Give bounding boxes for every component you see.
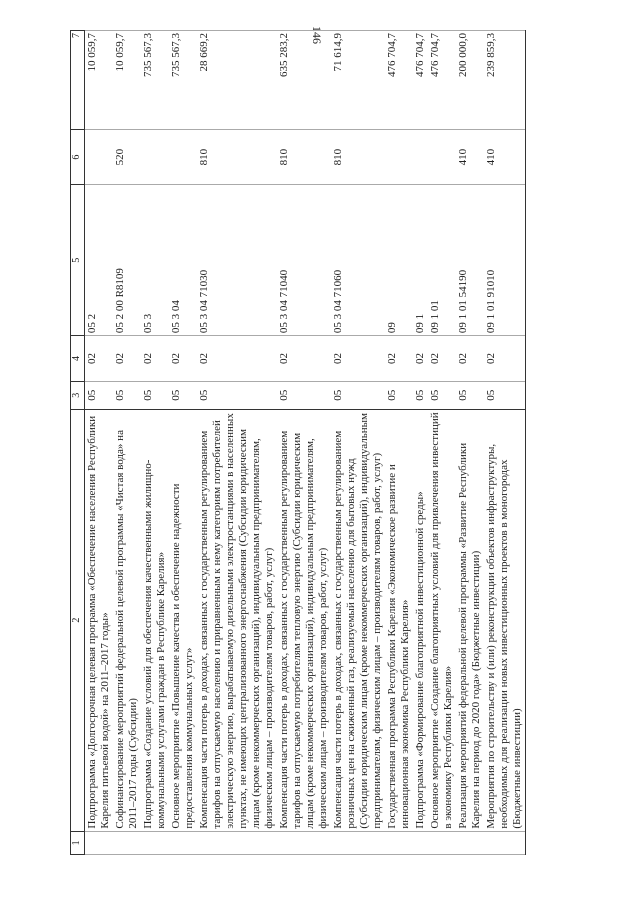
cell-c2: Компенсация части потерь в доходах, связанных с государственным регулированием тарифов на отпускаемую потребителям тепловую энергию (Субсидии юридическим лицам (кроме некоммерческих организаций), индивидуальным предпринимателям, физическим лицам – производителям товаров, работ, услуг) [277, 409, 331, 831]
header-col-6: 6 [71, 129, 85, 184]
cell-c3: 05 [484, 381, 526, 409]
cell-c4: 02 [277, 336, 331, 382]
cell-c5: 05 2 [85, 185, 114, 336]
cell-c4: 02 [456, 336, 484, 382]
table-row [197, 31, 277, 855]
header-col-5: 5 [71, 185, 85, 336]
cell-c5: 05 2 00 R8109 [113, 185, 141, 336]
cell-c7: 476 704,7 [413, 31, 428, 130]
table-row [277, 31, 331, 855]
header-col-2: 2 [71, 409, 85, 831]
cell-c2: Мероприятия по строительству и (или) реконструкции объектов инфраструктуры, необходимых для реализации новых инвестиционных проектов в моногородах (Бюджетные инвестиции) [484, 409, 526, 831]
cell-c6 [169, 129, 197, 184]
header-col-3: 3 [71, 381, 85, 409]
cell-c4: 02 [85, 336, 114, 382]
cell-c2: Софинансирование мероприятий федеральной целевой программы «Чистая вода» на 2011–2017 годы (Субсидии) [113, 409, 141, 831]
cell-c3: 05 [113, 381, 141, 409]
cell-c1 [413, 831, 428, 854]
cell-c7: 239 859,3 [484, 31, 526, 130]
cell-c5: 05 3 04 71040 [277, 185, 331, 336]
cell-c6 [385, 129, 413, 184]
budget-table [70, 30, 526, 855]
cell-c7: 635 283,2 [277, 31, 331, 130]
cell-c7: 71 614,9 [331, 31, 385, 130]
table-row [428, 31, 456, 855]
cell-c5: 09 1 01 [428, 185, 456, 336]
table-row [169, 31, 197, 855]
cell-c6 [428, 129, 456, 184]
cell-c4: 02 [197, 336, 277, 382]
cell-c4: 02 [413, 336, 428, 382]
cell-c6: 810 [331, 129, 385, 184]
cell-c7: 200 000,0 [456, 31, 484, 130]
cell-c3: 05 [197, 381, 277, 409]
cell-c7: 28 669,2 [197, 31, 277, 130]
cell-c4: 02 [331, 336, 385, 382]
cell-c6: 520 [113, 129, 141, 184]
cell-c6 [413, 129, 428, 184]
header-col-7: 7 [71, 31, 85, 130]
cell-c6: 410 [484, 129, 526, 184]
cell-c1 [141, 831, 169, 854]
cell-c3: 05 [141, 381, 169, 409]
table-row [413, 31, 428, 855]
cell-c2: Подпрограмма «Создание условий для обеспечения качественными жилищно-коммунальными услугами граждан в Республике Карелия» [141, 409, 169, 831]
cell-c4: 02 [428, 336, 456, 382]
cell-c1 [484, 831, 526, 854]
table-row [85, 31, 114, 855]
cell-c6: 810 [197, 129, 277, 184]
header-col-1: 1 [71, 831, 85, 854]
cell-c3: 05 [169, 381, 197, 409]
cell-c1 [169, 831, 197, 854]
cell-c5: 05 3 04 71060 [331, 185, 385, 336]
budget-table-container [70, 30, 585, 855]
cell-c3: 05 [85, 381, 114, 409]
cell-c7: 10 059,7 [113, 31, 141, 130]
cell-c5: 05 3 04 71030 [197, 185, 277, 336]
cell-c1 [456, 831, 484, 854]
cell-c5: 09 1 [413, 185, 428, 336]
cell-c2: Подпрограмма «Формирование благоприятной инвестиционной среды» [413, 409, 428, 831]
cell-c6: 810 [277, 129, 331, 184]
table-body [85, 31, 526, 855]
cell-c1 [113, 831, 141, 854]
table-header-row [71, 31, 85, 855]
table-row [456, 31, 484, 855]
cell-c1 [85, 831, 114, 854]
cell-c2: Основное мероприятие «Повышение качества и обеспечение надежности предоставления коммунальных услуг» [169, 409, 197, 831]
cell-c5: 09 [385, 185, 413, 336]
cell-c5: 05 3 04 [169, 185, 197, 336]
cell-c4: 02 [385, 336, 413, 382]
table-row [385, 31, 413, 855]
table-row [141, 31, 169, 855]
cell-c3: 05 [413, 381, 428, 409]
cell-c2: Основное мероприятие «Создание благоприятных условий для привлечения инвестиций в экономику Республики Карелия» [428, 409, 456, 831]
table-row [484, 31, 526, 855]
cell-c7: 476 704,7 [385, 31, 413, 130]
cell-c7: 735 567,3 [141, 31, 169, 130]
cell-c1 [277, 831, 331, 854]
cell-c4: 02 [169, 336, 197, 382]
cell-c2: Реализация мероприятий федеральной целевой программы «Развитие Республики Карелия на период до 2020 года» (Бюджетные инвестиции) [456, 409, 484, 831]
table-row [331, 31, 385, 855]
cell-c5: 05 3 [141, 185, 169, 336]
header-col-4: 4 [71, 336, 85, 382]
cell-c7: 476 704,7 [428, 31, 456, 130]
cell-c3: 05 [385, 381, 413, 409]
cell-c6 [141, 129, 169, 184]
cell-c1 [197, 831, 277, 854]
cell-c4: 02 [113, 336, 141, 382]
cell-c1 [428, 831, 456, 854]
cell-c5: 09 1 01 91010 [484, 185, 526, 336]
page-number: 146 [310, 26, 325, 44]
cell-c3: 05 [331, 381, 385, 409]
cell-c4: 02 [141, 336, 169, 382]
table-row [113, 31, 141, 855]
cell-c2: Подпрограмма «Долгосрочная целевая программа «Обеспечение населения Республики Карелия питьевой водой» на 2011–2017 годы» [85, 409, 114, 831]
cell-c2: Государственная программа Республики Карелия «Экономическое развитие и инновационная экономика Республики Карелия» [385, 409, 413, 831]
cell-c6 [85, 129, 114, 184]
cell-c2: Компенсация части потерь в доходах, связанных с государственным регулированием тарифов на отпускаемую населению и приравненным к нему категориям потребителей электрическую энергию, вырабатываемую дизельными электростанциями в населенных пунктах, не имеющих централизованного энергоснабжения (Субсидии юридическим лицам (кроме некоммерческих организаций), индивидуальным предпринимателям, физическим лицам – производителям товаров, работ, услуг) [197, 409, 277, 831]
cell-c1 [331, 831, 385, 854]
cell-c1 [385, 831, 413, 854]
cell-c3: 05 [456, 381, 484, 409]
cell-c6: 410 [456, 129, 484, 184]
cell-c7: 10 059,7 [85, 31, 114, 130]
cell-c3: 05 [277, 381, 331, 409]
cell-c2: Компенсация части потерь в доходах, связанных с государственным регулированием розничных цен на сжиженный газ, реализуемый населению для бытовых нужд (Субсидии юридическим лицам (кроме некоммерческих организаций), индивидуальным предпринимателям, физическим лицам – производителям товаров, работ, услуг) [331, 409, 385, 831]
cell-c7: 735 567,3 [169, 31, 197, 130]
cell-c4: 02 [484, 336, 526, 382]
cell-c3: 05 [428, 381, 456, 409]
cell-c5: 09 1 01 54190 [456, 185, 484, 336]
